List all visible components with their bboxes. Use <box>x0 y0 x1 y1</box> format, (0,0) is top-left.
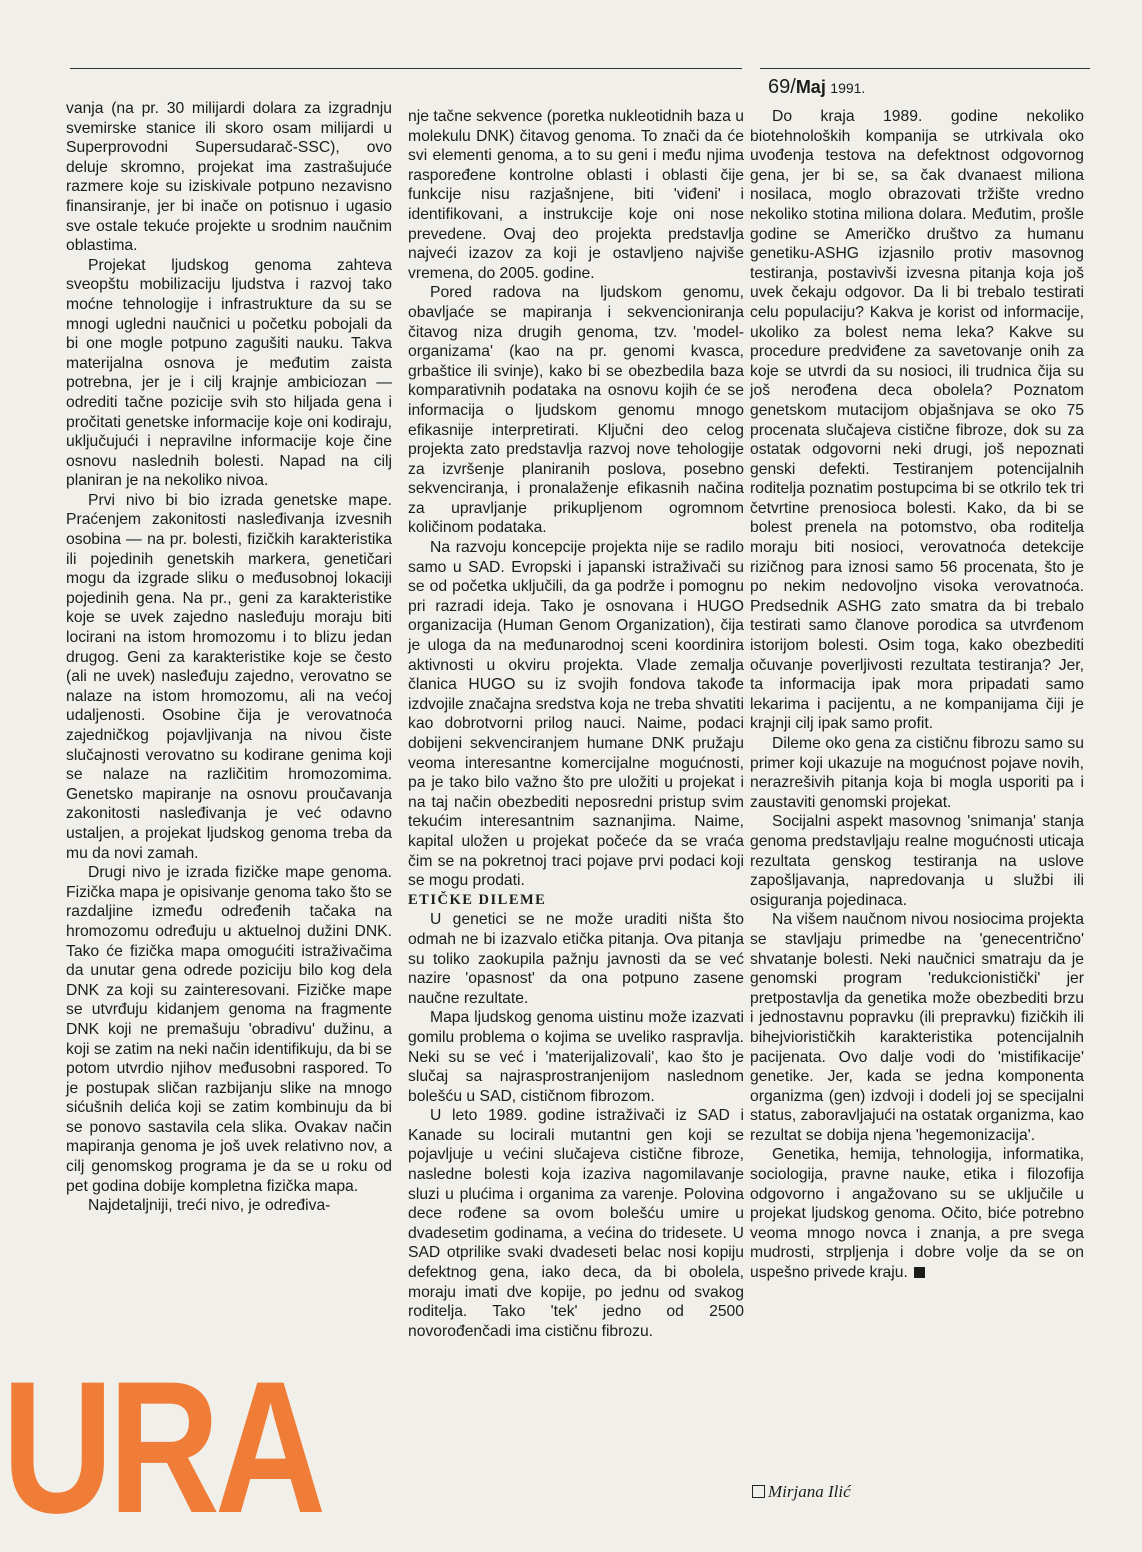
byline-box-icon <box>752 1485 765 1498</box>
large-title-fragment: URA <box>2 1342 322 1552</box>
column-2-body <box>408 107 744 891</box>
paragraph <box>408 1106 744 1341</box>
paragraph-text: Drugi nivo je izrada fizičke mape genoma. Fizička mapa je opisivanje genoma tako što se razdaljine između određenih tačaka na hromozomu određuju u aktuelnoj dužini DNK. Tako će fizička mapa omogućiti istraživačima da unutar gena odrede poziciju bilo kog dela DNK za koji su zainteresovani. Fizičke mape se utvrđuju kidanjem genoma na fragmente DNK koji ne premašuju 'obradivu' dužinu, a koji se zatim na neki način identifikuju, da bi se potom utvrdio njihov međusobni raspored. To je postupak sličan razbijanju slike na mnogo sićušnih delića koji se zatim kombinuju da bi se ponovo sastavila cela slika. Ovakav način mapiranja genoma je još uvek relativno nov, a cilj genomskog programa je da se u roku od pet godina dobije kompletna fizička mapa. <box>66 864 392 1195</box>
paragraph <box>66 256 392 491</box>
paragraph-text: nje tačne sekvence (poretka nukleotidnih baza u molekulu DNK) čitavog genoma. To znači da će svi elementi genoma, a to su geni i među njima raspoređene kontrolne oblasti i oblasti čije funkcije nisu razjašnjene, biti 'viđeni' i identifikovani, a instrukcije koje oni nose prevedene. Ovaj deo projekta predstavlja najveći izazov za koji je ostavljeno najviše vremena, do 2005. godine. <box>408 108 744 282</box>
column-3 <box>750 107 1084 1283</box>
paragraph-text: Genetika, hemija, tehnologija, informatika, sociologija, pravne nauke, etika i filozofija odgovorno i angažovano su se uključile u projekat ljudskog genoma. Očito, biće potrebno veoma mnogo novca i znanja, a pre svega mudrosti, strpljenja i dobre volje da se on uspešno privede kraju. <box>750 1146 1084 1282</box>
paragraph-text: Na višem naučnom nivou nosiocima projekta se stavljaju primedbe na 'genecentrično' shvatanje bolesti. Neki naučnici smatraju da je genomski program 'redukcionistički' jer pretpostavlja da genetika može obezbediti brzu i jednostavnu popravku (ili prepravku) fizičkih ili bihejviorističkih karakteristika potencijalnih pacijenata. Ovo dalje vodi do 'mistifikacije' genetike. Jer, kada se jedna komponenta organizma (gen) izdvoji i dodeli joj se specijalni status, zaboravljajući na ostatak organizma, kao rezultat se dobija njena 'hegemonizacija'. <box>750 911 1084 1144</box>
author-name: Mirjana Ilić <box>768 1482 851 1501</box>
author-byline <box>752 1482 851 1502</box>
paragraph-text: U leto 1989. godine istraživači iz SAD i Kanade su locirali mutantni gen koji se pojavljuje u većini slučajeva cistične fibroze, nasledne bolesti koja izaziva nagomilavanje sluzi u plućima i organima za varenje. Polovina dece rođene sa ovom bolešću umire u dvadesetim godinama, a većina do tridesete. U SAD otprilike svaki dvadeseti belac nosi kopiju defektnog gena, iako deca, da bi obolela, moraju imati dve kopije, po jednu od svakog roditelja. Tako 'tek' jedno od 2500 novorođenčadi ima cističnu fibrozu. <box>408 1107 744 1340</box>
page-header <box>768 76 865 99</box>
paragraph-text: Do kraja 1989. godine nekoliko biotehnoloških kompanija se utrkivala oko uvođenja testova na defektnost odgovornog gena, jer bi se, sa čak dvanaest miliona nosilaca, moglo obrazovati tržište vredno nekoliko stotina miliona dolara. Međutim, prošle godine se Američko društvo za humanu genetiku-ASHG izjasnilo protiv masovnog testiranja, postavivši izvesna pitanja koja još uvek čekaju odgovor. Da li bi trebalo testirati celu populaciju? Kakva je korist od informacije, ukoliko za bolest nema leka? Kakve su procedure predviđene za savetovanje onih za koje se utvrdi da su nosioci, ili trudnica čija su još nerođena deca obolela? Poznatom genetskom mutacijom objašnjava se oko 75 procenata slučajeva cistične fibroze, dok su za ostatak odgovorni neki drugi, još nepoznati genski defekti. Testiranjem potencijalnih roditelja poznatim postupcima bi se otkrilo tek tri četvrtine prenosioca bolesti. Kako, da bi se bolest prenela na potomstvo, oba roditelja moraju biti nosioci, verovatnoća detekcije rizičnog para iznosi samo 56 procenata, što je po nekim nedovoljno visoka verovatnoća. Predsednik ASHG zato smatra da bi trebalo testirati samo članove porodica sa utvrđenom istorijom bolesti. Osim toga, kako obezbediti očuvanje poverljivosti rezultata testiranja? Jer, ta informacija ipak mora pripadati samo lekarima i pacijentu, a ne kompanijama čiji je krajnji cilj ipak samo profit. <box>750 108 1084 733</box>
section-heading: ETIČKE DILEME <box>408 891 547 908</box>
paragraph-text: Mapa ljudskog genoma uistinu može izazvati gomilu problema o kojima se uveliko raspravlja. Neki su se već i 'materijalizovali', kao što je slučaj sa najrasprostranjenijom naslednom bolešću u SAD, cističnom fibrozom. <box>408 1009 744 1105</box>
paragraph-text: vanja (na pr. 30 milijardi dolara za izgradnju svemirske stanice ili skoro osam milijardi u Superprovodni Supersudarač-SSC), ovo deluje skromno, projekat ima zastrašujuće razmere koje su iziskivale potpuno nezavisno finansiranje, jer bi inače on potisnuo i ugasio sve ostale tekuće projekte u srodnim naučnim oblastima. <box>66 100 392 255</box>
paragraph <box>408 538 744 891</box>
paragraph <box>750 734 1084 812</box>
paragraph <box>750 910 1084 1145</box>
issue-year: 1991. <box>830 80 866 96</box>
column-2 <box>408 107 744 1341</box>
page-number: 69/ <box>768 76 796 98</box>
end-mark-icon <box>914 1267 925 1278</box>
top-rule-right <box>760 68 1090 69</box>
paragraph <box>750 812 1084 910</box>
paragraph-text: Projekat ljudskog genoma zahteva sveopštu mobilizaciju ljudstva i razvoj tako moćne tehnologije i infrastrukture da su se mnogi ugledni naučnici u početku pobojali da bi one mogle potpuno zagušiti nauku. Takva materijalna osnova je međutim zaista potrebna, jer je i cilj krajnje ambiciozan — odrediti tačne pozicije svih sto hiljada gena i pročitati genetske informacije koje oni kodiraju, uključujući i nepravilne informacije koje čine osnovu naslednih bolesti. Napad na cilj planiran je na nekoliko nivoa. <box>66 256 392 490</box>
issue-month: Maj <box>795 77 826 97</box>
paragraph-text: Dileme oko gena za cističnu fibrozu samo su primer koji ukazuje na mogućnost pojave novih, nerazrešivih pitanja koja bi mogla usporiti pa i zaustaviti genomski projekat. <box>750 735 1084 811</box>
paragraph-text: Prvi nivo bi bio izrada genetske mape. Praćenjem zakonitosti nasleđivanja izvesnih osobina — na pr. bolesti, fizičkih karakteristika ili pojedinih genetskih markera, genetičari mogu da izgrade sliku o međusobnoj lokaciji pojedinih gena. Na pr., geni za karakteristike koje se uvek zajedno nasleđuju moraju biti locirani na istom hromozomu i to blizu jedan drugog. Geni za karakteristike koje se često (ali ne uvek) nasleđuju zajedno, verovatno se nalaze na istom hromozomu, ali na većoj udaljenosti. Osobine čija je verovatnoća zajedničkog pojavljivanja na nivou čiste slučajnosti verovatno su kodirane genima koji se nalaze na različitim hromozomima. Genetsko mapiranje na osnovu proučavanja zakonitosti nasleđivanja je već odavno ustaljen, a projekat ljudskog genoma treba da mu da novi zamah. <box>66 491 392 862</box>
paragraph <box>408 107 744 283</box>
column-1 <box>66 99 392 1216</box>
paragraph-text: Najdetaljniji, treći nivo, je određiva- <box>88 1197 331 1215</box>
paragraph <box>66 491 392 863</box>
paragraph <box>66 1196 392 1216</box>
paragraph-text: Pored radova na ljudskom genomu, obavljaće se mapiranja i sekvencioniranja čitavog niza drugih genoma, tzv. 'model-organizama' (kao na pr. genomi kvasca, grbaštice ili svinje), kako bi se obezbedila baza komparativnih podataka na osnovu kojih će se informacija o ljudskom genomu mnogo efikasnije interpretirati. Ključni deo celog projekta zato predstavlja razvoj nove tehologije za izvršenje planiranih poslova, posebno sekvenciranja, i pronalaženje efikasnih načina za upravljanje prikupljenom ogromnom količinom podataka. <box>408 284 744 537</box>
paragraph <box>408 910 744 1008</box>
paragraph <box>750 107 1084 734</box>
paragraph <box>66 99 392 256</box>
top-rule-left <box>70 68 742 69</box>
paragraph <box>750 1145 1084 1282</box>
paragraph <box>408 283 744 538</box>
paragraph-text: Socijalni aspekt masovnog 'snimanja' stanja genoma predstavljaju realne mogućnosti uticaja rezultata genskog testiranja na uslove zapošljavanja, napredovanja u službi ili osiguranja pojedinaca. <box>750 813 1084 909</box>
paragraph <box>66 863 392 1196</box>
paragraph-text: U genetici se ne može uraditi ništa što odmah ne bi izazvalo etička pitanja. Ova pitanja su toliko zaokupila pažnju javnosti da se već nazire 'opasnost' da ona potpuno zasene naučne rezultate. <box>408 911 744 1007</box>
paragraph <box>408 1008 744 1106</box>
column-2-body-continued <box>408 910 744 1341</box>
paragraph-text: Na razvoju koncepcije projekta nije se radilo samo u SAD. Evropski i japanski istraživači su se od početka uključili, da ga podrže i pomognu pri razradi ideja. Tako je osnovana i HUGO organizacija (Human Genom Organization), čija je uloga da na međunarodnoj sceni koordinira aktivnosti u okviru projekta. Vlade zemalja članica HUGO su iz svojih fondova takođe izdvojile značajna sredstva koja ne treba shvatiti kao dobrotvorni prilog nauci. Naime, podaci dobijeni sekvenciranjem humane DNK pružaju veoma interesantne komercijalne mogućnosti, pa je tako bilo važno što pre uložiti u projekat i na taj način obezbediti neposredni pristup svim tekućim interesantnim saznanjima. Naime, kapital uložen u projekat počeće da se vraća čim se na pokretnoj traci pojave prvi podaci koji se mogu prodati. <box>408 539 744 890</box>
